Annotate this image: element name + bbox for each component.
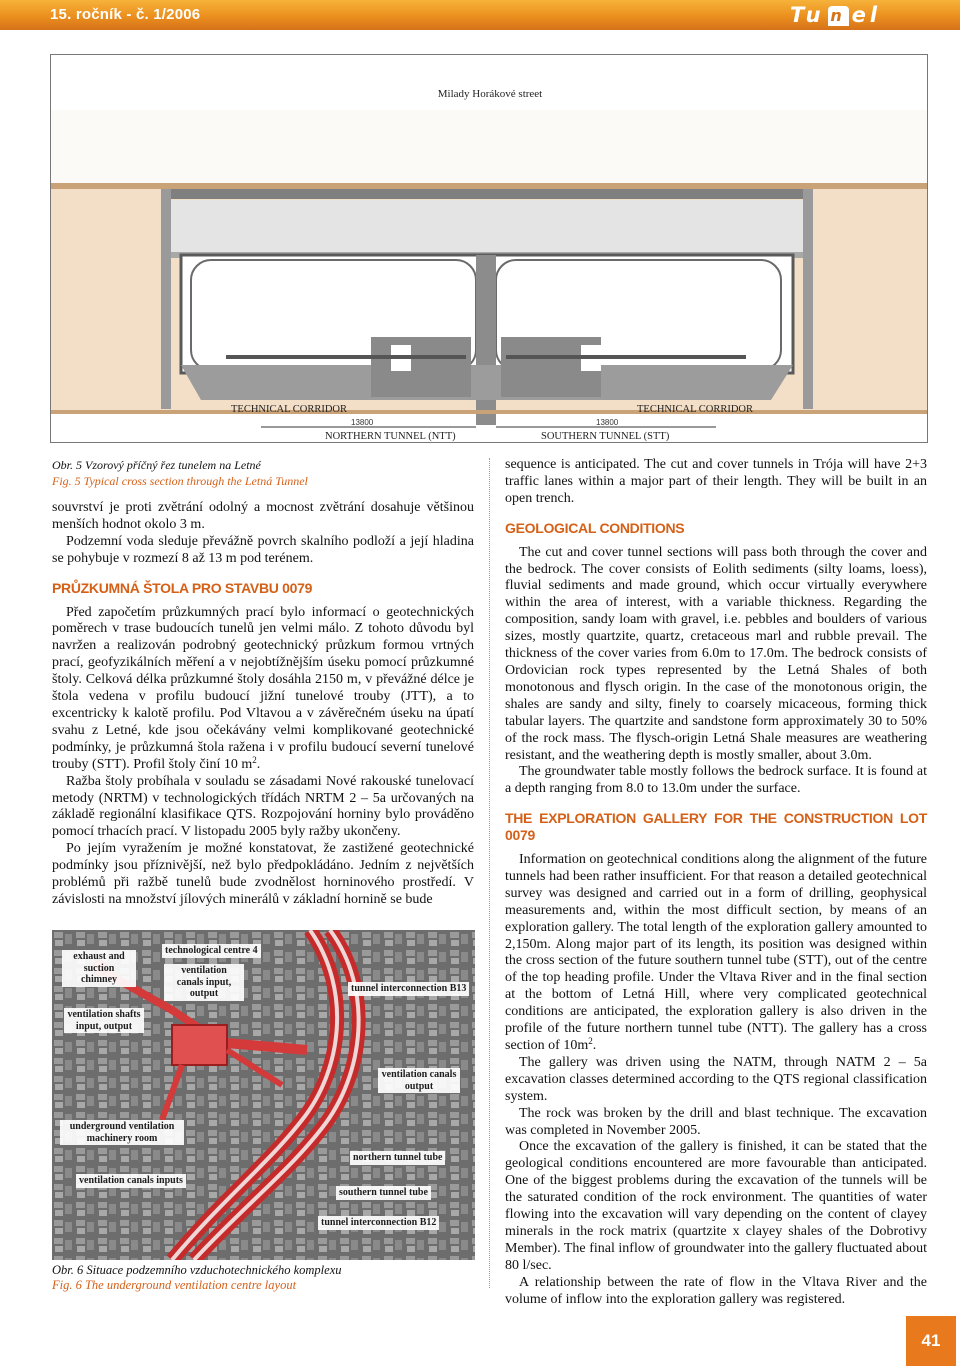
ventilation-map-figure <box>52 930 475 1260</box>
map-label-northern-tube: northern tunnel tube <box>350 1151 445 1165</box>
left-paragraph-1: souvrství je proti zvětrání odolný a mocnost zvětrání dosahuje většinou menších hodnot okolo 3 m. <box>52 500 474 532</box>
right-column <box>505 457 927 1309</box>
right-paragraph-2: The cut and cover tunnel sections will pass both through the cover and the bedrock. The cover consists of Eolith sediments (silty loams, loess), fluvial sediments and made ground, which occur virtually everywhere within the area of interest, with a variable thickness. Regarding the composition, sandy loam with gravel, i.e. pebbles and boulders of various sizes, mostly quartzite, quartz, cretaceous marl and rubble prevail. The thickness of the cover varies from 6.0m to 17.0m. The bedrock consists of Ordovician rock types represented by the Letná Shales of both monotonous and flysch origin. In the case of the monotonous origin, the shales are sandy and silty, finely to coarsely micaceous, forming thick tabular layers. The quartzite and sandstone form approximately 30 to 50% of the rock mass. The flysch-origin Letná Shale measures are weathering resistant, and the weathering depth is mostly smaller, about 3.0m. <box>505 544 927 763</box>
map-label-southern-tube: southern tunnel tube <box>336 1186 431 1200</box>
left-paragraph-3-text: Před započetím průzkumných prací bylo informací o geotechnických poměrech v trase budoucích tunelů jen velmi málo. Z tohoto důvodu byl navržen a realizován podrobný geotechnický průzkum formou vrtných prací, geofyzikálních měření a v nejobtížnějším úseku pomocí průzkumné štoly. Celková délka průzkumné štoly dosáhla 2150 m, v převážné délce je štola vedena v profilu budoucí jižní tunelové trouby (JTT), a to excentricky k kalotě profilu. Pod Vltavou a v závěrečném úseku na úpatí svahu z Letné, kde jsou očekávány velmi komplikované geotechnické podmínky, je průzkumná štola ražena i v profilu budoucí severní tunelové trouby (STT). Profil štoly činí 10 m <box>52 604 474 772</box>
issue-label: 15. ročník - č. 1/2006 <box>50 6 201 23</box>
right-paragraph-7: Once the excavation of the gallery is finished, it can be stated that the geological conditions encountered are more favourable than anticipated. One of the biggest problems during the excavation of the tunnels will be the saturated condition of the rock environment. The quantities of water flowing into the excavation will vary depending on the content of clayey minerals in the rock matrix (quartzite x clayey shales of the Dobrotivy Member). The final inflow of groundwater into the gallery fluctuated about 80 l/sec. <box>505 1139 927 1273</box>
map-label-vent-shafts: ventilation shafts input, output <box>64 1008 144 1033</box>
left-paragraph-4: Ražba štoly probíhala v souladu se zásadami Nové rakouské tunelovací metody (NRTM) v technologických třídách NRTM 2 – 5a určovaných na základě regionální klasifikace QTS. Rozpojování horniny bylo prováděno pomocí trhacích prací. V listopadu 2005 byly ražby ukončeny. <box>52 773 474 840</box>
map-label-tech-centre: technological centre 4 <box>162 944 261 958</box>
southern-tunnel-label: SOUTHERN TUNNEL (STT) <box>541 431 670 442</box>
journal-logo <box>790 3 881 27</box>
map-label-machinery-room: underground ventilation machinery room <box>60 1120 184 1145</box>
left-column <box>52 500 474 909</box>
page-number: 41 <box>906 1316 956 1366</box>
figure5-caption-cz: Obr. 5 Vzorový příčný řez tunelem na Letné <box>52 458 261 472</box>
left-paragraph-3-sup: 2 <box>252 754 257 765</box>
map-label-interconnection-b12: tunnel interconnection B12 <box>318 1216 439 1230</box>
technical-corridor-left-label: TECHNICAL CORRIDOR <box>231 404 347 415</box>
right-paragraph-4-text: Information on geotechnical conditions along the alignment of the future tunnels had been rather insufficient. For that reason a detailed geotechnical survey was designed and carried out in a form of drilling, geophysical measurements and, within the most difficult section, by means of an exploration gallery. The total length of the exploration gallery amounted to 2,150m. Along major part of its length, its position was designed within the cross section of the future southern tunnel tube (STT), out of the centre of the top heading profile. Under the Vltava River and in the final section at the bottom of Letná Hill, where very complicated geotechnical conditions are anticipated, the exploration gallery is also driven in the profile of the future northern tunnel tube (NTT). The gallery has a cross section of 10m <box>505 852 927 1053</box>
column-divider <box>489 458 490 1288</box>
left-paragraph-3 <box>52 605 474 774</box>
right-heading-geology: GEOLOGICAL CONDITIONS <box>505 519 685 536</box>
figure6-caption-cz: Obr. 6 Situace podzemního vzduchotechnického komplexu <box>52 1263 342 1277</box>
map-label-vent-canals-io: ventilation canals input, output <box>164 964 244 1001</box>
right-paragraph-6: The rock was broken by the drill and blast technique. The excavation was completed in November 2005. <box>505 1105 927 1138</box>
right-paragraph-1: sequence is anticipated. The cut and cover tunnels in Trója will have 2+3 traffic lanes within a major part of their length. They will be built in an open trench. <box>505 457 927 506</box>
street-label: Milady Horákové street <box>437 88 543 100</box>
left-paragraph-2: Podzemní voda sleduje převážně povrch skalního podloží a její hladina se pohybuje v rozmezí 8 až 13 m pod terénem. <box>52 533 474 566</box>
right-paragraph-4-end: . <box>592 1038 597 1053</box>
right-paragraph-4 <box>505 852 927 1055</box>
left-heading-gallery: PRŮZKUMNÁ ŠTOLA PRO STAVBU 0079 <box>52 579 313 596</box>
map-label-exhaust: exhaust and suction chimney <box>62 950 136 987</box>
left-paragraph-5: Po jejím vyražením je možné konstatovat, že zastižené geotechnické podmínky jsou příznivější, než bylo předpokládáno. Jedním z největších problémů při ražbě tunelů bude zvodnělost horninového prostředí. V závislosti na množství jílových minerálů v základní hornině se bude <box>52 841 474 907</box>
page-header <box>0 0 960 30</box>
dimension-right: 13800 <box>596 418 619 427</box>
figure6-caption-en: Fig. 6 The underground ventilation centre layout <box>52 1278 297 1292</box>
cross-section-figure <box>50 54 928 443</box>
right-paragraph-5: The gallery was driven using the NATM, through NATM 2 – 5a excavation classes determined according to the QTS regional classification system. <box>505 1054 927 1104</box>
northern-tunnel-label: NORTHERN TUNNEL (NTT) <box>325 431 456 442</box>
figure5-caption-en: Fig. 5 Typical cross section through the Letná Tunnel <box>52 474 308 488</box>
right-heading-gallery: THE EXPLORATION GALLERY FOR THE CONSTRUCTION LOT 0079 <box>505 810 927 844</box>
map-label-interconnection-b13: tunnel interconnection B13 <box>348 982 469 996</box>
logo-text-left: Tu <box>790 3 825 27</box>
cross-section-drawing <box>51 55 928 443</box>
logo-tunnel-icon: n <box>828 6 849 26</box>
logo-text-right: el <box>851 3 882 27</box>
right-paragraph-8: A relationship between the rate of flow in the Vltava River and the volume of inflow into the exploration gallery was registered. <box>505 1274 927 1307</box>
dimension-left: 13800 <box>351 418 374 427</box>
map-label-canals-inputs: ventilation canals inputs <box>76 1174 186 1188</box>
technical-corridor-right-label: TECHNICAL CORRIDOR <box>637 404 753 415</box>
right-paragraph-3: The groundwater table mostly follows the bedrock surface. It is found at a depth ranging from 8.0 to 13.0m under the surface. <box>505 764 927 797</box>
left-paragraph-3-end: . <box>256 756 261 772</box>
map-label-vent-canals-output: ventilation canals output <box>378 1068 460 1093</box>
right-paragraph-4-sup: 2 <box>588 1036 593 1046</box>
